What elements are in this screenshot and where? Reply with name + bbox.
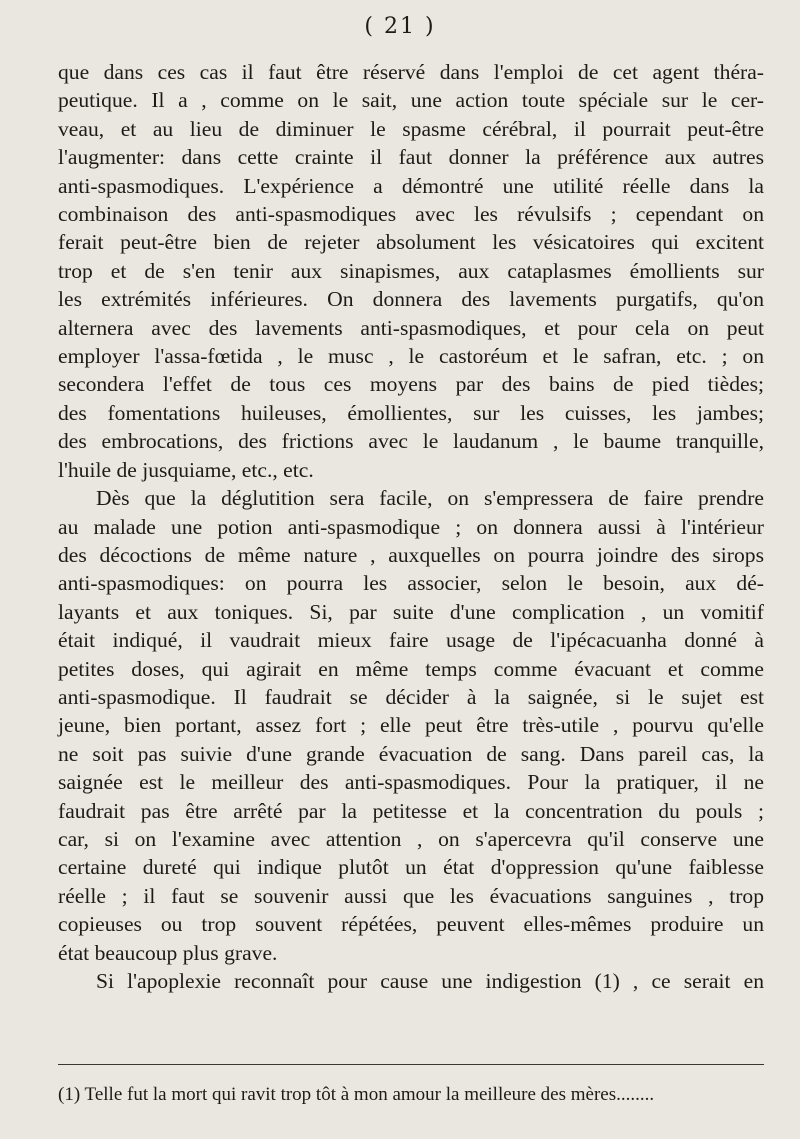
body-text — [58, 58, 764, 995]
footnote: (1) Telle fut la mort qui ravit trop tôt à mon amour la meilleure des mères........ — [58, 1084, 655, 1105]
text-line: ferait peut-être bien de rejeter absolument les vésicatoires qui excitent — [58, 230, 764, 255]
text-line: layants et aux toniques. Si, par suite d'une complication , un vomitif — [58, 599, 764, 624]
text-line: copieuses ou trop souvent répétées, peuvent elles-mêmes produire un — [58, 912, 764, 937]
text-line: secondera l'effet de tous ces moyens par des bains de pied tièdes; — [58, 372, 764, 397]
text-line: ne soit pas suivie d'une grande évacuation de sang. Dans pareil cas, la — [58, 741, 764, 766]
text-line: alternera avec des lavements anti-spasmodiques, et pour cela on peut — [58, 315, 764, 340]
text-line: des embrocations, des frictions avec le laudanum , le baume tranquille, — [58, 429, 764, 454]
text-line: certaine dureté qui indique plutôt un état d'oppression qu'une faiblesse — [58, 855, 764, 880]
text-line: Si l'apoplexie reconnaît pour cause une indigestion (1) , ce serait en — [96, 969, 764, 993]
text-line: saignée est le meilleur des anti-spasmodiques. Pour la pratiquer, il ne — [58, 770, 764, 795]
text-line: anti-spasmodiques: on pourra les associer, selon le besoin, aux dé- — [58, 571, 764, 596]
text-line: des décoctions de même nature , auxquelles on pourra joindre des sirops — [58, 542, 764, 567]
text-line: peutique. Il a , comme on le sait, une action toute spéciale sur le cer- — [58, 88, 764, 113]
text-line: anti-spasmodiques. L'expérience a démontré une utilité réelle dans la — [58, 173, 764, 198]
text-line: jeune, bien portant, assez fort ; elle peut être très-utile , pourvu qu'elle — [58, 713, 764, 738]
text-line: l'huile de jusquiame, etc., etc. — [58, 457, 314, 482]
text-line: petites doses, qui agirait en même temps comme évacuant et comme — [58, 656, 764, 681]
text-line: employer l'assa-fœtida , le musc , le castoréum et le safran, etc. ; on — [58, 344, 764, 369]
text-line: que dans ces cas il faut être réservé dans l'emploi de cet agent théra- — [58, 60, 764, 84]
text-line: était indiqué, il vaudrait mieux faire usage de l'ipécacuanha donné à — [58, 628, 764, 653]
text-line: réelle ; il faut se souvenir aussi que les évacuations sanguines , trop — [58, 883, 764, 908]
text-line: au malade une potion anti-spasmodique ; on donnera aussi à l'intérieur — [58, 514, 764, 539]
text-line: trop et de s'en tenir aux sinapismes, aux cataplasmes émollients sur — [58, 258, 764, 283]
text-line: anti-spasmodique. Il faudrait se décider à la saignée, si le sujet est — [58, 684, 764, 709]
text-line: l'augmenter: dans cette crainte il faut donner la préférence aux autres — [58, 145, 764, 170]
text-line: Dès que la déglutition sera facile, on s'empressera de faire prendre — [96, 486, 764, 511]
text-line: car, si on l'examine avec attention , on s'apercevra qu'il conserve une — [58, 826, 764, 851]
text-line: veau, et au lieu de diminuer le spasme cérébral, il pourrait peut-être — [58, 116, 764, 141]
page-number: ( 21 ) — [364, 14, 436, 39]
text-line: état beaucoup plus grave. — [58, 940, 278, 965]
text-line: les extrémités inférieures. On donnera des lavements purgatifs, qu'on — [58, 287, 764, 312]
text-line: faudrait pas être arrêté par la petitesse et la concentration du pouls ; — [58, 798, 764, 823]
text-line: des fomentations huileuses, émollientes, sur les cuisses, les jambes; — [58, 400, 764, 425]
text-line: combinaison des anti-spasmodiques avec les révulsifs ; cependant on — [58, 202, 764, 227]
footnote-divider — [58, 1064, 764, 1065]
